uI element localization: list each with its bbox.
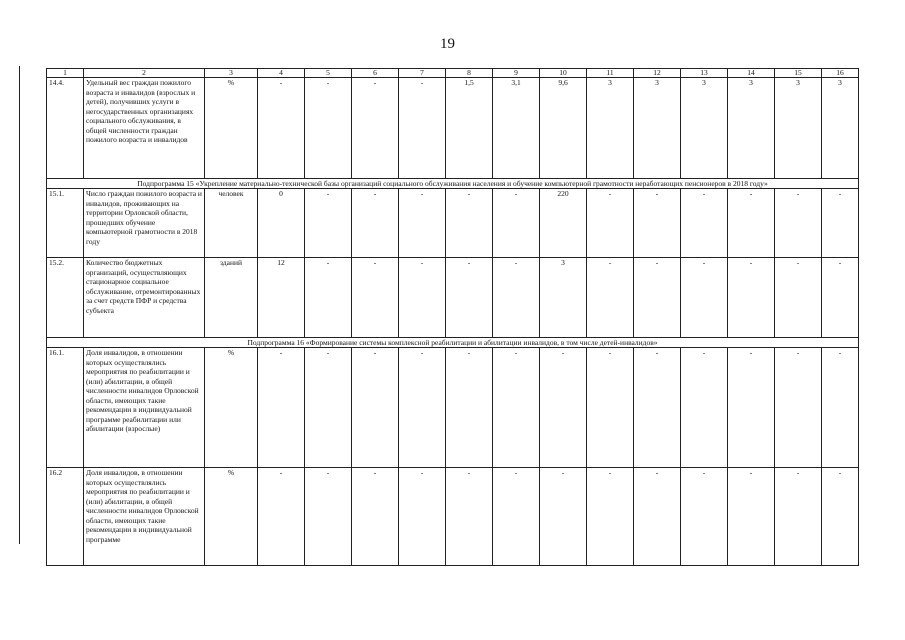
value-cell: -	[681, 468, 728, 566]
page-number: 19	[440, 36, 455, 52]
value-cell: -	[493, 258, 540, 338]
value-cell: -	[634, 189, 681, 258]
column-number: 8	[446, 69, 493, 78]
value-cell: -	[775, 468, 822, 566]
value-cell: -	[775, 348, 822, 468]
value-cell: -	[352, 348, 399, 468]
column-number-row	[47, 69, 859, 78]
margin-rule	[19, 66, 20, 544]
column-number: 5	[305, 69, 352, 78]
value-cell: -	[446, 348, 493, 468]
value-cell: -	[446, 189, 493, 258]
value-cell: -	[258, 348, 305, 468]
value-cell: 3	[540, 258, 587, 338]
column-number: 15	[775, 69, 822, 78]
value-cell: -	[399, 258, 446, 338]
value-cell: -	[493, 468, 540, 566]
value-cell: -	[305, 258, 352, 338]
value-cell: -	[305, 78, 352, 179]
unit-cell: %	[205, 468, 258, 566]
value-cell: -	[446, 468, 493, 566]
unit-cell: зданий	[205, 258, 258, 338]
value-cell: -	[258, 78, 305, 179]
table-row	[47, 468, 859, 566]
value-cell: -	[681, 348, 728, 468]
subprogram-row	[47, 179, 859, 189]
indicator-name: Доля инвалидов, в отношении которых осуществлялись мероприятия по реабилитации и (или) абилитации, в общей численности инвалидов Орловской области, имеющих такие рекомендации в индивидуальной программе	[84, 468, 205, 566]
value-cell: -	[399, 468, 446, 566]
value-cell: 3	[728, 78, 775, 179]
unit-cell: %	[205, 348, 258, 468]
value-cell: -	[540, 468, 587, 566]
column-number: 9	[493, 69, 540, 78]
value-cell: 3	[775, 78, 822, 179]
value-cell: -	[399, 78, 446, 179]
value-cell: -	[775, 258, 822, 338]
value-cell: -	[728, 189, 775, 258]
column-number: 11	[587, 69, 634, 78]
value-cell: -	[587, 348, 634, 468]
value-cell: -	[493, 189, 540, 258]
column-number: 3	[205, 69, 258, 78]
row-number: 15.2.	[47, 258, 84, 338]
unit-cell: %	[205, 78, 258, 179]
value-cell: -	[352, 468, 399, 566]
column-number: 2	[84, 69, 205, 78]
value-cell: -	[775, 189, 822, 258]
value-cell: -	[822, 189, 859, 258]
indicator-name: Доля инвалидов, в отношении которых осуществлялись мероприятия по реабилитации и (или) абилитации, в общей численности инвалидов Орловской области, имеющих такие рекомендации в индивидуальной программе реабилитации или абилитации (взрослые)	[84, 348, 205, 468]
column-number: 16	[822, 69, 859, 78]
indicator-name: Количество бюджетных организаций, осуществляющих стационарное социальное обслуживание, отремонтированных за счет средств ПФР и средства субъекта	[84, 258, 205, 338]
row-number: 16.1.	[47, 348, 84, 468]
value-cell: -	[493, 348, 540, 468]
table-row	[47, 78, 859, 179]
value-cell: -	[822, 468, 859, 566]
value-cell: 3	[634, 78, 681, 179]
value-cell: -	[681, 258, 728, 338]
value-cell: -	[587, 189, 634, 258]
value-cell: -	[399, 189, 446, 258]
unit-cell: человек	[205, 189, 258, 258]
subprogram-title: Подпрограмма 16 «Формирование системы комплексной реабилитации и абилитации инвалидов, в том числе детей-инвалидов»	[47, 338, 859, 348]
value-cell: -	[634, 468, 681, 566]
value-cell: -	[540, 348, 587, 468]
column-number: 1	[47, 69, 84, 78]
value-cell: -	[352, 258, 399, 338]
value-cell: -	[305, 348, 352, 468]
table-row	[47, 189, 859, 258]
value-cell: 3	[587, 78, 634, 179]
value-cell: 3,1	[493, 78, 540, 179]
value-cell: -	[728, 258, 775, 338]
column-number: 4	[258, 69, 305, 78]
column-number: 12	[634, 69, 681, 78]
value-cell: -	[352, 78, 399, 179]
value-cell: 220	[540, 189, 587, 258]
indicators-table	[46, 68, 859, 566]
subprogram-title: Подпрограмма 15 «Укрепление материально-технической базы организаций социального обслуживания населения и обучение компьютерной грамотности неработающих пенсионеров в 2018 году»	[47, 179, 859, 189]
value-cell: -	[587, 468, 634, 566]
value-cell: -	[399, 348, 446, 468]
value-cell: -	[728, 348, 775, 468]
value-cell: 12	[258, 258, 305, 338]
row-number: 14.4.	[47, 78, 84, 179]
value-cell: -	[634, 258, 681, 338]
value-cell: -	[822, 348, 859, 468]
value-cell: -	[305, 189, 352, 258]
row-number: 15.1.	[47, 189, 84, 258]
value-cell: -	[587, 258, 634, 338]
value-cell: 1,5	[446, 78, 493, 179]
indicator-name: Удельный вес граждан пожилого возраста и инвалидов (взрослых и детей), получивших услуги в негосударственных организациях социального обслуживания, в общей численности граждан пожилого возраста и инвалидов	[84, 78, 205, 179]
value-cell: -	[681, 189, 728, 258]
column-number: 14	[728, 69, 775, 78]
value-cell: -	[305, 468, 352, 566]
value-cell: 9,6	[540, 78, 587, 179]
value-cell: -	[258, 468, 305, 566]
value-cell: -	[728, 468, 775, 566]
column-number: 10	[540, 69, 587, 78]
column-number: 13	[681, 69, 728, 78]
value-cell: 0	[258, 189, 305, 258]
value-cell: 3	[822, 78, 859, 179]
value-cell: -	[352, 189, 399, 258]
row-number: 16.2	[47, 468, 84, 566]
value-cell: -	[822, 258, 859, 338]
column-number: 6	[352, 69, 399, 78]
subprogram-row	[47, 338, 859, 348]
table-row	[47, 348, 859, 468]
value-cell: -	[634, 348, 681, 468]
column-number: 7	[399, 69, 446, 78]
indicator-name: Число граждан пожилого возраста и инвалидов, проживающих на территории Орловской области, прошедших обучение компьютерной грамотности в 2018 году	[84, 189, 205, 258]
value-cell: -	[446, 258, 493, 338]
table-row	[47, 258, 859, 338]
value-cell: 3	[681, 78, 728, 179]
